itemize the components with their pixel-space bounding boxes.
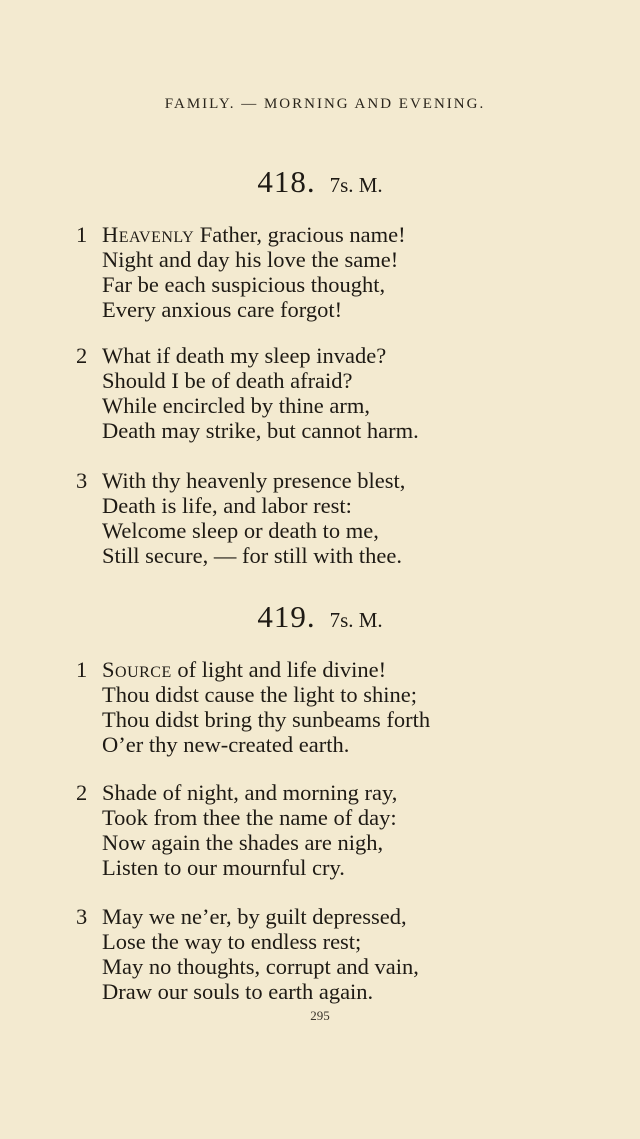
verse-line: Took from thee the name of day: [102,805,397,830]
verse-line: Listen to our mournful cry. [102,855,345,880]
verse-line-text: What if death my sleep invade? [102,343,387,368]
verse-line: Thou didst cause the light to shine; [102,682,417,707]
verse-line: While encircled by thine arm, [102,393,371,418]
stanza-number: 3 [76,468,88,493]
hymn-number: 418. [257,164,316,199]
hymn-419-header [0,599,640,635]
verse-line: Death is life, and labor rest: [102,493,352,518]
hymn-meter: 7s. M. [329,173,383,197]
first-word-small-caps: Source [102,657,172,682]
running-head: FAMILY. — MORNING AND EVENING. [164,96,486,112]
stanza-number: 2 [76,780,88,805]
verse-line: Welcome sleep or death to me, [102,518,379,543]
verse-line [72,343,632,368]
verse-line [72,904,632,929]
verse-line-text: With thy heavenly presence blest, [102,468,406,493]
verse-line: Lose the way to endless rest; [102,929,362,954]
hymn-419-stanza-2 [72,780,632,880]
stanza-number: 1 [76,222,88,247]
page-number: 295 [310,1008,330,1023]
hymn-418-stanza-2 [72,343,632,443]
verse-line [72,780,632,805]
verse-line: Now again the shades are nigh, [102,830,384,855]
hymn-419-stanza-3 [72,904,632,1004]
verse-line-text: Father, gracious name! [194,222,406,247]
verse-line: O’er thy new-created earth. [102,732,350,757]
verse-line: Night and day his love the same! [102,247,399,272]
verse-line: Draw our souls to earth again. [102,979,374,1004]
verse-line [72,468,632,493]
verse-line: Death may strike, but cannot harm. [102,418,419,443]
stanza-number: 3 [76,904,88,929]
verse-line: Should I be of death afraid? [102,368,353,393]
stanza-number: 2 [76,343,88,368]
hymn-number: 419. [257,599,316,634]
hymn-meter: 7s. M. [329,608,383,632]
verse-line [72,657,632,682]
hymn-418-stanza-3 [72,468,632,568]
hymn-418-stanza-1 [72,222,632,322]
verse-line: May no thoughts, corrupt and vain, [102,954,419,979]
first-word-small-caps: Heavenly [102,222,195,247]
verse-line: Still secure, — for still with thee. [102,543,402,568]
verse-line-text: May we ne’er, by guilt depressed, [102,904,407,929]
verse-line: Thou didst bring thy sunbeams forth [102,707,431,732]
verse-line [72,222,632,247]
verse-line-text: Shade of night, and morning ray, [102,780,398,805]
hymn-418-header [0,164,640,200]
verse-line: Every anxious care forgot! [102,297,343,322]
verse-line-text: of light and life divine! [171,657,387,682]
hymn-419-stanza-1 [72,657,632,757]
stanza-number: 1 [76,657,88,682]
verse-line: Far be each suspicious thought, [102,272,386,297]
